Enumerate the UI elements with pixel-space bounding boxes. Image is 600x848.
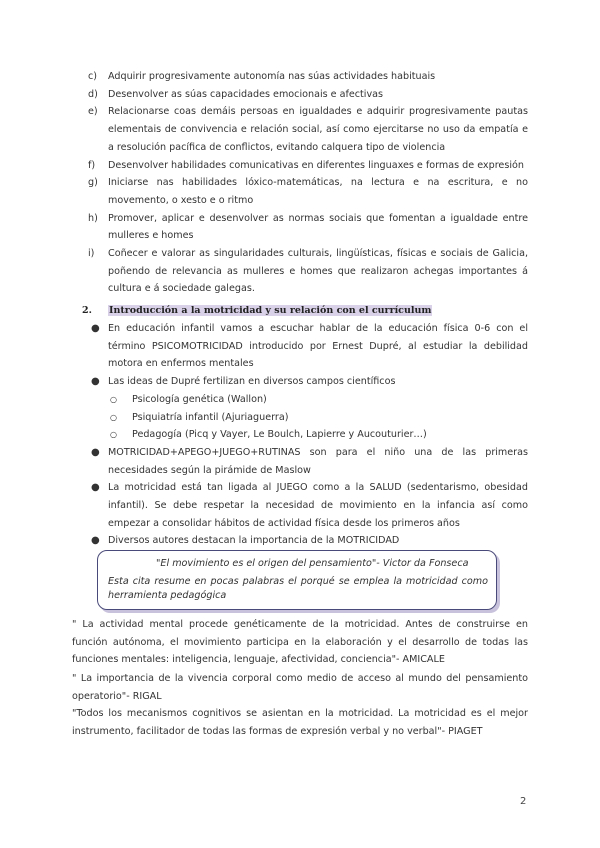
circle-bullet-icon: ○ — [110, 412, 117, 422]
list-item-label: g) — [88, 177, 98, 189]
quote-box — [97, 550, 497, 610]
list-item-label: i) — [88, 248, 95, 260]
sub-list-text: Psicología genética (Wallon) — [132, 393, 267, 405]
list-item — [88, 210, 528, 245]
sub-list-item — [110, 409, 528, 427]
list-item — [88, 245, 528, 298]
list-item-text: Desenvolver as súas capacidades emocionais e afectivas — [108, 88, 384, 100]
list-item-text: Relacionarse coas demáis persoas en igualdades e adquirir progresivamente pautas elementais de convivencia e relación social, así como ejercitarse no uso da empatía e a resolución pacífica de conflictos, evitando calquera tipo de violencia — [108, 106, 528, 153]
list-item-text: Promover, aplicar e desenvolver as normas sociais que fomentan a igualdade entre mulleres e homes — [108, 212, 528, 242]
list-item — [88, 86, 528, 104]
bullet-icon: ● — [91, 535, 100, 547]
list-item — [88, 68, 528, 86]
bullet-icon: ● — [91, 323, 100, 334]
list-item-label: f) — [88, 159, 96, 171]
bullet-icon: ● — [91, 446, 100, 458]
list-item-text: Iniciarse nas habilidades lóxico-matemáticas, na lectura e na escritura, e no movemento, o xesto e o ritmo — [108, 177, 528, 206]
bullet-text: Las ideas de Dupré fertilizan en diversos campos científicos — [108, 376, 396, 388]
list-item-text: Adquirir progresivamente autonomía nas súas actividades habituais — [108, 71, 436, 82]
list-item — [88, 174, 528, 209]
quote-paragraph-piaget: "Todos los mecanismos cognitivos se asientan en la motricidad. La motricidad es el mejor instrumento, facilitador de todas las formas de expresión verbal y no verbal"- PIAGET — [72, 708, 528, 737]
list-item-text: Desenvolver habilidades comunicativas en diferentes linguaxes e formas de expresión — [108, 159, 524, 171]
quote-description: Esta cita resume en pocas palabras el porqué se emplea la motricidad como herramienta pedagógica — [108, 576, 488, 601]
bullet-item — [88, 479, 528, 532]
bullet-text: Diversos autores destacan la importancia de la MOTRICIDAD — [108, 535, 400, 547]
bullet-item — [88, 444, 528, 479]
quote-paragraph-rigal: " La importancia de la vivencia corporal como medio de acceso al mundo del pensamiento operatorio"- RIGAL — [72, 673, 528, 702]
circle-bullet-icon: ○ — [110, 430, 117, 440]
section-heading — [82, 302, 432, 320]
quote-paragraph-amicale: " La actividad mental procede genéticamente de la motricidad. Antes de construirse en función autónoma, el movimiento participa en la elaboración y el desarrollo de todas las funciones mentales: inteligencia, lenguaje, afectividad, conciencia"- AMICALE — [72, 619, 528, 666]
sub-list-text: Pedagogía (Picq y Vayer, Le Boulch, Lapierre y Aucouturier…) — [132, 429, 427, 441]
bullet-item — [88, 320, 528, 373]
section-title: Introducción a la motricidad y su relación con el currículum — [109, 305, 432, 316]
bullet-item — [88, 373, 528, 391]
bullet-item — [88, 532, 528, 550]
list-item-label: h) — [88, 212, 98, 224]
list-item — [88, 103, 528, 156]
sub-list-item — [110, 426, 528, 444]
sub-list-item — [110, 391, 528, 409]
sub-list-text: Psiquiatría infantil (Ajuriaguerra) — [132, 411, 289, 423]
bullet-text: En educación infantil vamos a escuchar hablar de la educación física 0-6 con el término PSICOMOTRICIDAD introducido por Ernest Dupré, al estudiar la debilidad motora en enfermos mentales — [108, 323, 528, 370]
circle-bullet-icon: ○ — [110, 394, 117, 404]
bullet-text: MOTRICIDAD+APEGO+JUEGO+RUTINAS son para el niño una de las primeras necesidades según la pirámide de Maslow — [108, 446, 528, 476]
page-number: 2 — [520, 796, 527, 807]
list-item-label: e) — [88, 106, 98, 118]
objectives-list — [88, 68, 528, 298]
bullet-icon: ● — [91, 376, 100, 388]
bullet-icon: ● — [91, 482, 100, 494]
bullet-text: La motricidad está tan ligada al JUEGO como a la SALUD (sedentarismo, obesidad infantil). Se debe respetar la necesidad de movimiento en la infancia así como empezar a consolidar hábitos de actividad física desde los primeros años — [108, 482, 528, 529]
quote-text: "El movimiento es el origen del pensamiento"- Victor da Fonseca — [156, 558, 469, 569]
sub-list — [110, 391, 528, 444]
list-item — [88, 157, 528, 175]
section-number: 2. — [82, 305, 92, 316]
bullet-list — [88, 320, 528, 550]
list-item-text: Coñecer e valorar as singularidades culturais, lingüísticas, físicas e sociais de Galicia, poñendo de relevancia as mulleres e homes que realizaron achegas importantes á cultura e á sociedade galegas. — [108, 248, 528, 295]
list-item-label: d) — [88, 88, 98, 100]
list-item-label: c) — [88, 71, 98, 82]
